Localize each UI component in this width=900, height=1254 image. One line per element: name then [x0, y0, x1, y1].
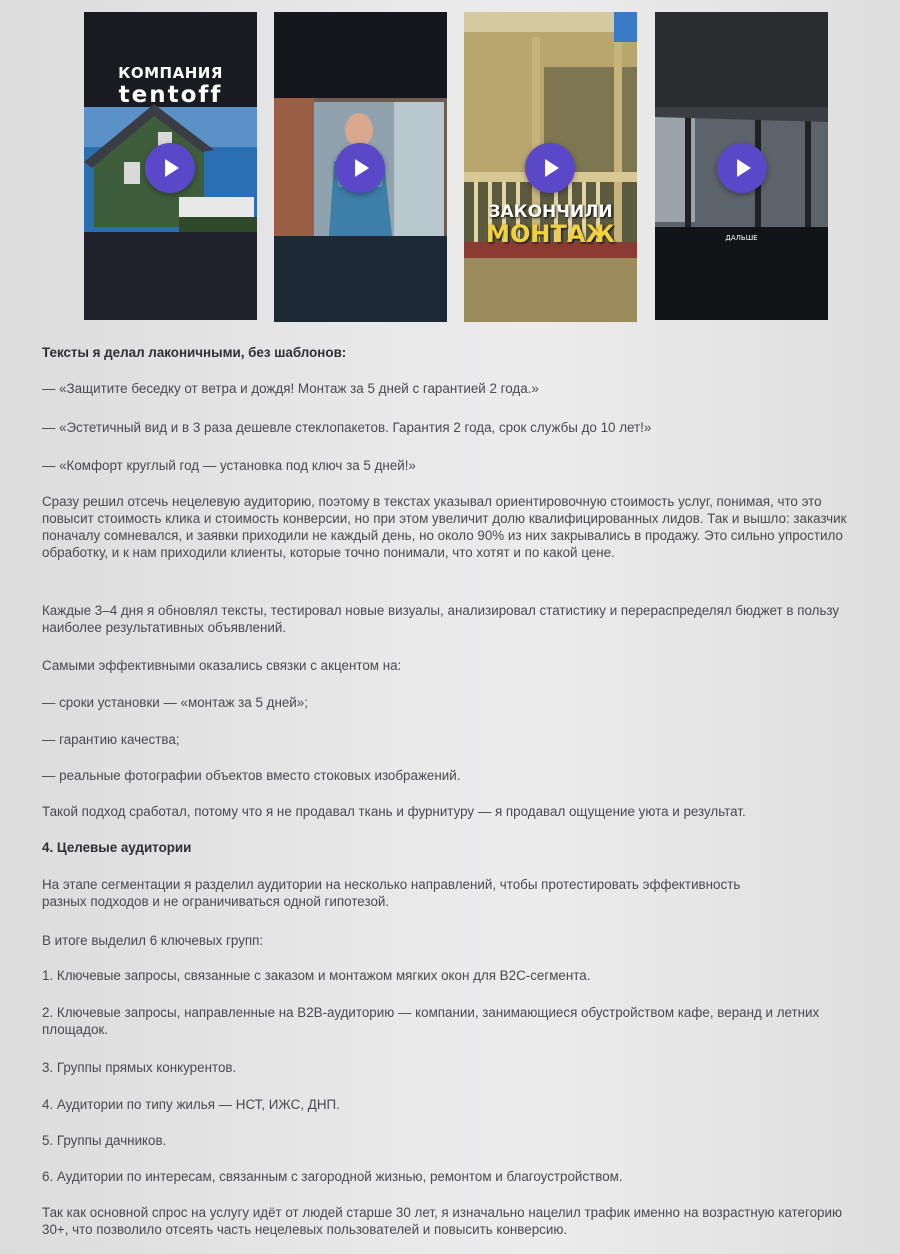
video-card-1[interactable]: [84, 12, 257, 320]
list-item-group-5: 5. Группы дачников.: [42, 1133, 167, 1148]
video-card-4[interactable]: [655, 12, 828, 320]
video-card-3[interactable]: [464, 12, 637, 322]
paragraph-audience: Сразу решил отсечь нецелевую аудиторию, поэтому в текстах указывал ориентировочную стоимость услуг, понимая, что это повысит стоимость клика и стоимость конверсии, но при этом увеличит долю квалифицированных лидов. Так и вышло: заказчик поначалу сомневался, и заявки приходили не каждый день, но около 90% из них закрывались в продажу. Это сильно упростило обработку, и к нам приходили клиенты, которые точно понимали, что хотят и по какой цене.: [42, 494, 847, 560]
video-3-title-line2: МОНТАЖ: [486, 220, 615, 248]
play-icon[interactable]: [525, 143, 575, 193]
paragraph-segmentation: На этапе сегментации я разделил аудитории на несколько направлений, чтобы протестировать эффективность разных подходов и не ограничиваться одной гипотезой.: [42, 877, 741, 909]
paragraph-age-targeting: Так как основной спрос на услугу идёт от людей старше 30 лет, я изначально нацелил трафик именно на возрастную категорию 30+, что позволило отсеять часть нецелевых пользователей и повысить конверсию.: [42, 1205, 842, 1237]
play-icon[interactable]: [335, 143, 385, 193]
list-item-group-6: 6. Аудитории по интересам, связанным с загородной жизнью, ремонтом и благоустройством.: [42, 1169, 623, 1184]
list-item-photos: — реальные фотографии объектов вместо стоковых изображений.: [42, 768, 461, 783]
play-icon[interactable]: [717, 143, 767, 193]
list-item-terms: — сроки установки — «монтаж за 5 дней»;: [42, 695, 308, 710]
paragraph-heading: Тексты я делал лаконичными, без шаблонов:: [42, 345, 347, 360]
video-card-2[interactable]: [274, 12, 447, 322]
paragraph-updates: Каждые 3–4 дня я обновлял тексты, тестировал новые визуалы, анализировал статистику и перераспределял бюджет в пользу наиболее результативных объявлений.: [42, 603, 840, 635]
paragraph-quote-2: — «Эстетичный вид и в 3 раза дешевле стеклопакетов. Гарантия 2 года, срок службы до 10 лет!»: [42, 420, 652, 435]
list-item-group-1: 1. Ключевые запросы, связанные с заказом и монтажом мягких окон для B2C-сегмента.: [42, 968, 591, 983]
paragraph-groups: В итоге выделил 6 ключевых групп:: [42, 933, 264, 948]
video-gallery: [84, 12, 829, 322]
video-1-title-line1: КОМПАНИЯ: [118, 64, 223, 82]
video-4-title-line1: ДАЛЬШЕ: [725, 234, 758, 242]
play-icon[interactable]: [145, 143, 195, 193]
paragraph-quote-1: — «Защитите беседку от ветра и дождя! Монтаж за 5 дней с гарантией 2 года.»: [42, 381, 539, 396]
paragraph-effective: Самыми эффективными оказались связки с акцентом на:: [42, 658, 402, 673]
list-item-group-4: 4. Аудитории по типу жилья — НСТ, ИЖС, ДНП.: [42, 1097, 340, 1112]
list-item-group-3: 3. Группы прямых конкурентов.: [42, 1060, 237, 1075]
video-1-title-line2: tentoff: [118, 82, 223, 108]
list-item-quality: — гарантию качества;: [42, 732, 180, 747]
section-heading-audiences: 4. Целевые аудитории: [42, 840, 192, 855]
list-item-group-2: 2. Ключевые запросы, направленные на B2B-аудиторию — компании, занимающиеся обустройством кафе, веранд и летних площадок.: [42, 1005, 820, 1037]
paragraph-quote-3: — «Комфорт круглый год — установка под ключ за 5 дней!»: [42, 458, 416, 473]
video-3-title-line1: ЗАКОНЧИЛИ: [488, 202, 613, 222]
paragraph-approach: Такой подход сработал, потому что я не продавал ткань и фурнитуру — я продавал ощущение уюта и результат.: [42, 804, 746, 819]
